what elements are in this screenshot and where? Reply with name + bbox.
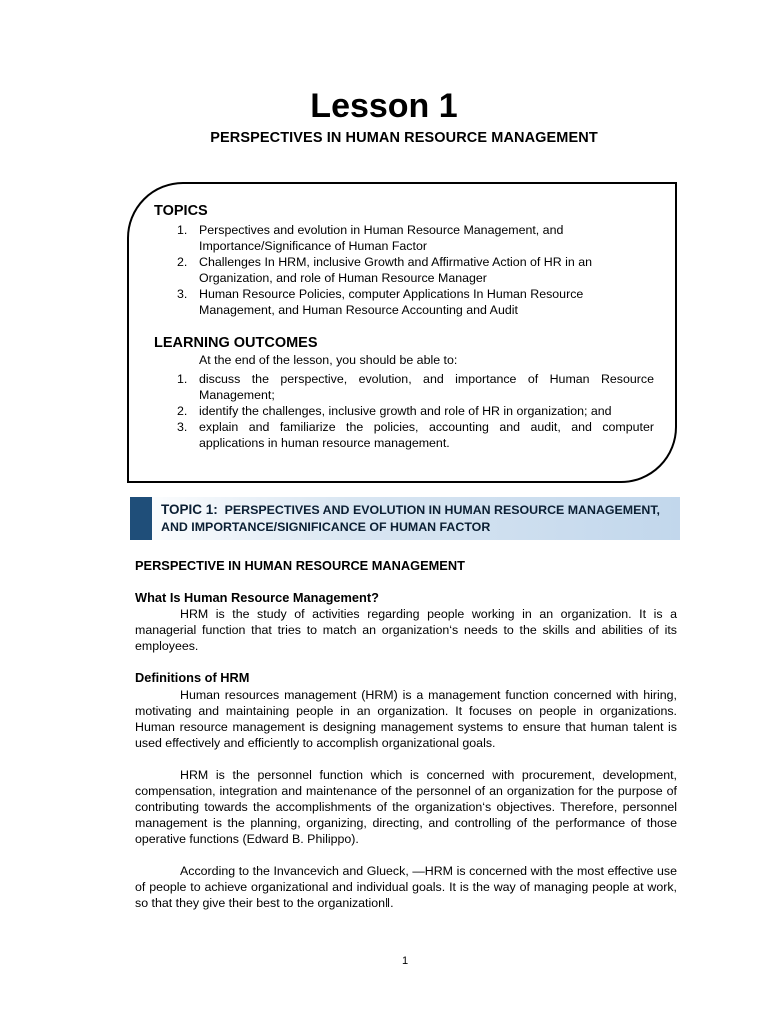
section-heading: PERSPECTIVE IN HUMAN RESOURCE MANAGEMENT <box>135 558 465 573</box>
learning-outcomes-heading: LEARNING OUTCOMES <box>154 335 318 351</box>
outcomes-list <box>174 371 654 451</box>
outcome-text: discuss the perspective, evolution, and importance of Human Resource Management; <box>199 372 654 402</box>
outcome-text: explain and familiarize the policies, accounting and audit, and computer applications in human resource management. <box>199 420 654 450</box>
paragraph-text: According to the Invancevich and Glueck, ―HRM is concerned with the most effective use of people to achieve organizational and individual goals. It is the way of managing people at work, so that they give their best to the organization‖. <box>135 864 677 910</box>
topics-heading: TOPICS <box>154 203 208 219</box>
topic-banner <box>130 497 680 540</box>
topic-accent-bar <box>130 497 152 540</box>
list-item <box>174 403 654 419</box>
paragraph <box>135 767 677 847</box>
outcomes-intro: At the end of the lesson, you should be able to: <box>199 353 458 367</box>
paragraph-text: HRM is the study of activities regarding people working in an organization. It is a managerial function that tries to match an organization‘s needs to the skills and abilities of its employees. <box>135 607 677 653</box>
list-item <box>174 254 654 286</box>
list-item <box>174 286 654 318</box>
topic-label: TOPIC 1: <box>161 502 218 517</box>
paragraph-text: HRM is the personnel function which is concerned with procurement, development, compensation, integration and maintenance of the personnel of an organization for the purpose of contributing towards the accomplishments of the organization‘s objectives. Therefore, personnel management is the planning, organizing, directing, and controlling of the performance of those operative functions (Edward B. Philippo). <box>135 768 677 846</box>
outcome-text: identify the challenges, inclusive growth and role of HR in organization; and <box>199 404 612 418</box>
lesson-title: Lesson 1 <box>310 87 458 125</box>
paragraph <box>135 863 677 911</box>
list-item <box>174 419 654 451</box>
definitions-heading: Definitions of HRM <box>135 670 250 685</box>
paragraph <box>135 687 677 751</box>
topic-title: PERSPECTIVES AND EVOLUTION IN HUMAN RESOURCE MANAGEMENT, AND IMPORTANCE/SIGNIFICANCE OF HUMAN FACTOR <box>161 503 660 534</box>
list-number: 3. <box>177 287 188 301</box>
topic-text: Perspectives and evolution in Human Resource Management, and Importance/Significance of Human Factor <box>199 223 564 253</box>
topic-text: Challenges In HRM, inclusive Growth and Affirmative Action of HR in an Organization, and role of Human Resource Manager <box>199 255 593 285</box>
paragraph <box>135 606 677 654</box>
list-number: 3. <box>177 420 188 434</box>
list-item <box>174 371 654 403</box>
list-number: 1. <box>177 372 188 386</box>
list-number: 2. <box>177 404 188 418</box>
page-number: 1 <box>401 955 409 967</box>
what-is-hrm-heading: What Is Human Resource Management? <box>135 590 379 605</box>
topics-list <box>174 222 654 318</box>
topic-text: Human Resource Policies, computer Applications In Human Resource Management, and Human Resource Accounting and Audit <box>199 287 584 317</box>
list-item <box>174 222 654 254</box>
paragraph-text: Human resources management (HRM) is a management function concerned with hiring, motivating and maintaining people in an organization. It focuses on people in organizations. Human resource management is designing management systems to ensure that human talent is used effectively and efficiently to accomplish organizational goals. <box>135 688 677 750</box>
topic-heading <box>161 501 676 536</box>
lesson-subtitle: PERSPECTIVES IN HUMAN RESOURCE MANAGEMENT <box>210 130 598 146</box>
list-number: 1. <box>177 223 188 237</box>
list-number: 2. <box>177 255 188 269</box>
